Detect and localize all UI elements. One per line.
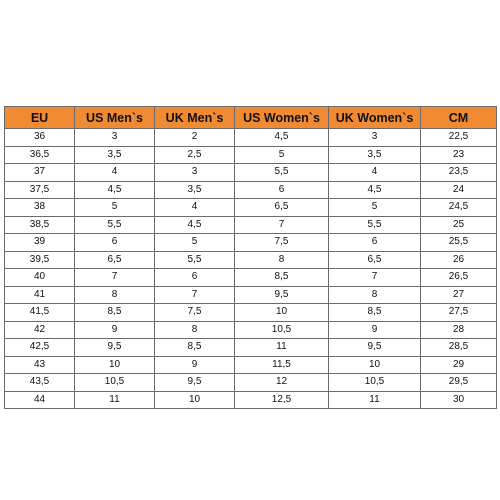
cell-us-mens: 11 <box>75 391 155 409</box>
cell-eu: 42,5 <box>5 339 75 357</box>
cell-cm: 26 <box>421 251 497 269</box>
size-chart-table <box>4 106 497 409</box>
cell-us-womens: 12 <box>235 374 329 392</box>
table-row <box>5 234 497 252</box>
cell-us-womens: 8 <box>235 251 329 269</box>
cell-uk-womens: 3,5 <box>329 146 421 164</box>
cell-eu: 37 <box>5 164 75 182</box>
cell-cm: 25,5 <box>421 234 497 252</box>
cell-us-mens: 10,5 <box>75 374 155 392</box>
table-header-row <box>5 107 497 129</box>
column-header-us-womens: US Women`s <box>235 107 329 129</box>
cell-eu: 43 <box>5 356 75 374</box>
cell-eu: 44 <box>5 391 75 409</box>
cell-us-womens: 6 <box>235 181 329 199</box>
cell-eu: 39 <box>5 234 75 252</box>
table-row <box>5 374 497 392</box>
cell-uk-mens: 4 <box>155 199 235 217</box>
cell-uk-womens: 10 <box>329 356 421 374</box>
table-row <box>5 216 497 234</box>
cell-cm: 28,5 <box>421 339 497 357</box>
cell-uk-mens: 9,5 <box>155 374 235 392</box>
cell-eu: 36 <box>5 129 75 147</box>
cell-cm: 26,5 <box>421 269 497 287</box>
cell-eu: 41 <box>5 286 75 304</box>
cell-uk-womens: 4 <box>329 164 421 182</box>
column-header-cm: CM <box>421 107 497 129</box>
cell-us-womens: 10 <box>235 304 329 322</box>
cell-us-womens: 6,5 <box>235 199 329 217</box>
cell-cm: 29 <box>421 356 497 374</box>
cell-us-mens: 3,5 <box>75 146 155 164</box>
cell-cm: 24,5 <box>421 199 497 217</box>
cell-us-mens: 3 <box>75 129 155 147</box>
cell-cm: 22,5 <box>421 129 497 147</box>
cell-eu: 36,5 <box>5 146 75 164</box>
cell-cm: 29,5 <box>421 374 497 392</box>
table-row <box>5 286 497 304</box>
cell-us-womens: 11 <box>235 339 329 357</box>
cell-us-womens: 12,5 <box>235 391 329 409</box>
cell-uk-womens: 6,5 <box>329 251 421 269</box>
cell-eu: 38 <box>5 199 75 217</box>
cell-eu: 41,5 <box>5 304 75 322</box>
cell-uk-womens: 9,5 <box>329 339 421 357</box>
table-row <box>5 304 497 322</box>
cell-uk-womens: 9 <box>329 321 421 339</box>
column-header-us-mens: US Men`s <box>75 107 155 129</box>
cell-cm: 28 <box>421 321 497 339</box>
column-header-uk-mens: UK Men`s <box>155 107 235 129</box>
cell-us-mens: 8,5 <box>75 304 155 322</box>
table-row <box>5 269 497 287</box>
cell-uk-mens: 2,5 <box>155 146 235 164</box>
cell-eu: 40 <box>5 269 75 287</box>
cell-us-mens: 5 <box>75 199 155 217</box>
table-row <box>5 199 497 217</box>
cell-cm: 27 <box>421 286 497 304</box>
cell-us-womens: 10,5 <box>235 321 329 339</box>
cell-us-womens: 9,5 <box>235 286 329 304</box>
cell-us-mens: 4,5 <box>75 181 155 199</box>
table-body <box>5 129 497 409</box>
table-row <box>5 356 497 374</box>
cell-uk-womens: 8,5 <box>329 304 421 322</box>
cell-uk-womens: 5,5 <box>329 216 421 234</box>
table-row <box>5 146 497 164</box>
cell-us-mens: 4 <box>75 164 155 182</box>
cell-uk-womens: 11 <box>329 391 421 409</box>
cell-uk-mens: 8,5 <box>155 339 235 357</box>
cell-uk-mens: 3 <box>155 164 235 182</box>
cell-cm: 25 <box>421 216 497 234</box>
table-row <box>5 164 497 182</box>
cell-uk-womens: 7 <box>329 269 421 287</box>
cell-uk-mens: 3,5 <box>155 181 235 199</box>
cell-uk-mens: 9 <box>155 356 235 374</box>
cell-us-mens: 6,5 <box>75 251 155 269</box>
cell-eu: 37,5 <box>5 181 75 199</box>
cell-uk-womens: 3 <box>329 129 421 147</box>
cell-us-mens: 5,5 <box>75 216 155 234</box>
cell-cm: 27,5 <box>421 304 497 322</box>
table-row <box>5 391 497 409</box>
table-row <box>5 251 497 269</box>
table-row <box>5 129 497 147</box>
cell-us-womens: 11,5 <box>235 356 329 374</box>
cell-cm: 24 <box>421 181 497 199</box>
table-row <box>5 181 497 199</box>
cell-uk-mens: 5,5 <box>155 251 235 269</box>
cell-us-mens: 8 <box>75 286 155 304</box>
cell-uk-womens: 5 <box>329 199 421 217</box>
cell-us-womens: 8,5 <box>235 269 329 287</box>
cell-uk-mens: 10 <box>155 391 235 409</box>
cell-cm: 30 <box>421 391 497 409</box>
cell-us-womens: 7,5 <box>235 234 329 252</box>
cell-eu: 42 <box>5 321 75 339</box>
table-row <box>5 321 497 339</box>
cell-us-mens: 10 <box>75 356 155 374</box>
cell-us-mens: 6 <box>75 234 155 252</box>
cell-us-mens: 7 <box>75 269 155 287</box>
column-header-uk-womens: UK Women`s <box>329 107 421 129</box>
cell-cm: 23,5 <box>421 164 497 182</box>
table-row <box>5 339 497 357</box>
cell-eu: 38,5 <box>5 216 75 234</box>
cell-us-womens: 4,5 <box>235 129 329 147</box>
cell-uk-mens: 7,5 <box>155 304 235 322</box>
cell-uk-womens: 6 <box>329 234 421 252</box>
cell-uk-mens: 7 <box>155 286 235 304</box>
cell-cm: 23 <box>421 146 497 164</box>
cell-us-mens: 9 <box>75 321 155 339</box>
cell-uk-womens: 4,5 <box>329 181 421 199</box>
cell-uk-mens: 4,5 <box>155 216 235 234</box>
cell-us-mens: 9,5 <box>75 339 155 357</box>
cell-us-womens: 5 <box>235 146 329 164</box>
cell-eu: 43,5 <box>5 374 75 392</box>
cell-uk-mens: 6 <box>155 269 235 287</box>
column-header-eu: EU <box>5 107 75 129</box>
cell-uk-mens: 2 <box>155 129 235 147</box>
cell-us-womens: 5,5 <box>235 164 329 182</box>
cell-uk-womens: 8 <box>329 286 421 304</box>
cell-uk-mens: 5 <box>155 234 235 252</box>
cell-us-womens: 7 <box>235 216 329 234</box>
cell-uk-mens: 8 <box>155 321 235 339</box>
cell-uk-womens: 10,5 <box>329 374 421 392</box>
cell-eu: 39,5 <box>5 251 75 269</box>
